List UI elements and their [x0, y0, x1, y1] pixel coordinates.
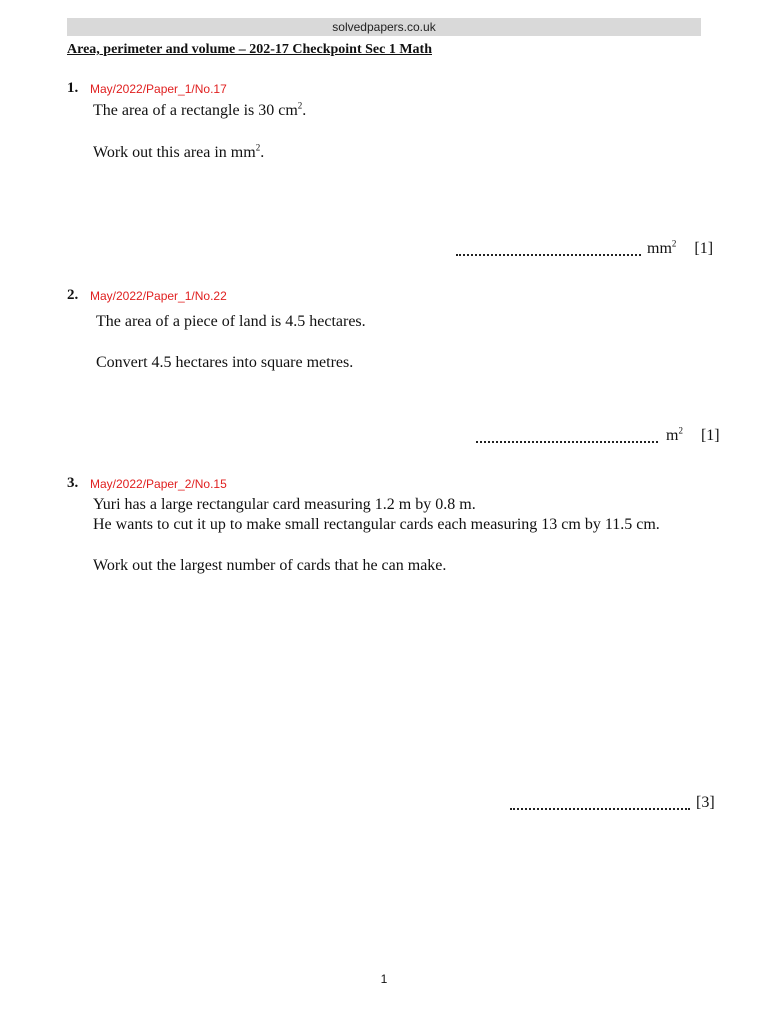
site-header — [67, 18, 701, 36]
question-2-line-2: Convert 4.5 hectares into square metres. — [96, 354, 354, 371]
question-1-line-2 — [93, 144, 264, 162]
question-3-line-2: He wants to cut it up to make small rectangular cards each measuring 13 cm by 11.5 cm. — [93, 516, 660, 533]
question-1-unit — [647, 240, 676, 258]
question-2-marks: [1] — [700, 427, 720, 444]
page-number: 1 — [380, 972, 388, 986]
question-1-line-1 — [93, 102, 306, 120]
answer-blank[interactable] — [476, 440, 658, 443]
q1-line2-end: . — [260, 144, 265, 161]
q1-line1-sup: 2 — [297, 100, 303, 111]
q2-unit-text: m — [666, 427, 679, 444]
q1-line1-end: . — [302, 102, 307, 119]
answer-blank[interactable] — [510, 807, 690, 810]
question-2-source: May/2022/Paper_1/No.22 — [90, 289, 227, 303]
question-1-marks: [1] — [694, 240, 714, 257]
question-2-answer-line[interactable] — [476, 427, 720, 445]
q1-unit-text: mm — [647, 240, 672, 257]
question-2-number: 2. — [67, 287, 79, 303]
question-3-number: 3. — [67, 475, 79, 491]
answer-blank[interactable] — [456, 253, 641, 256]
q1-line2-text: Work out this area in mm — [93, 144, 256, 161]
question-3-line-1: Yuri has a large rectangular card measuring 1.2 m by 0.8 m. — [93, 496, 476, 513]
document-title: Area, perimeter and volume – 202-17 Checkpoint Sec 1 Math — [67, 42, 432, 57]
question-2-line-1: The area of a piece of land is 4.5 hectares. — [96, 313, 366, 330]
site-name: solvedpapers.co.uk — [332, 20, 436, 34]
question-3-line-3: Work out the largest number of cards that he can make. — [93, 557, 447, 574]
q2-unit-sup: 2 — [678, 425, 683, 436]
q1-line1-text: The area of a rectangle is 30 cm — [93, 102, 298, 119]
question-1-answer-line[interactable] — [456, 240, 713, 258]
question-2-unit — [666, 427, 683, 445]
q1-line2-sup: 2 — [255, 142, 261, 153]
question-1-number: 1. — [67, 80, 79, 96]
question-3-answer-line[interactable] — [510, 794, 715, 812]
q1-unit-sup: 2 — [671, 238, 677, 249]
question-3-source: May/2022/Paper_2/No.15 — [90, 477, 227, 491]
question-1-source: May/2022/Paper_1/No.17 — [90, 82, 227, 96]
question-3-marks: [3] — [696, 794, 715, 811]
